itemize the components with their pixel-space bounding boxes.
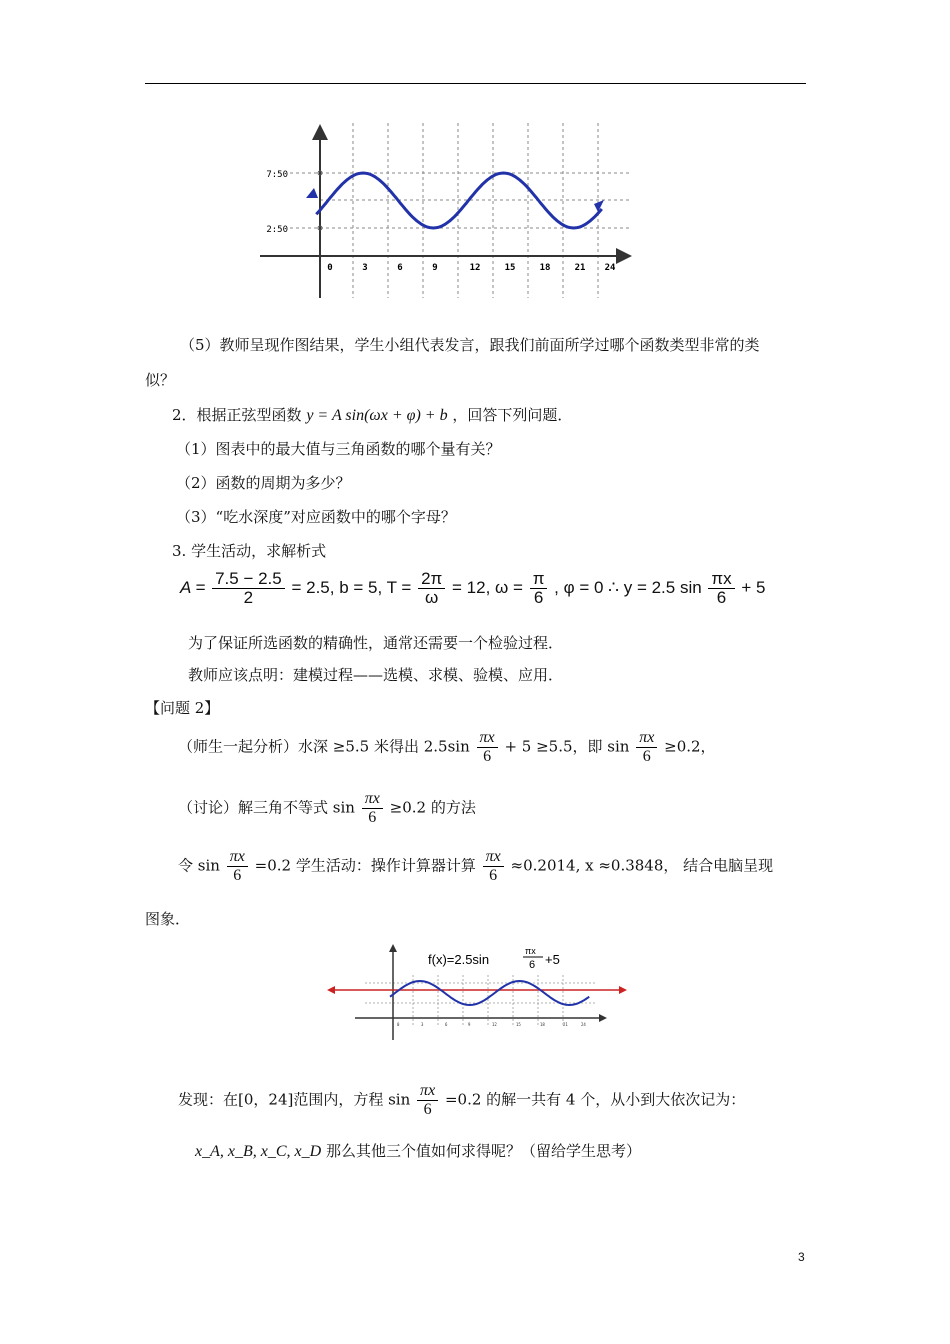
calc-mid: =0.2 学生活动：操作计算器计算 [254, 856, 476, 875]
frac-den: 6 [423, 1101, 432, 1118]
frac-num: πx [708, 570, 734, 589]
verify-text: 为了保证所选函数的精确性，通常还需要一个检验过程． [188, 634, 564, 652]
problem-2-heading: 【问题 2】 [145, 699, 220, 717]
x-tick: 0 [327, 263, 333, 273]
svg-text:6: 6 [445, 1022, 448, 1027]
x-tick: 9 [432, 263, 438, 273]
svg-text:18: 18 [540, 1022, 545, 1027]
frac-num: πx [362, 790, 383, 809]
sine-chart-function [325, 940, 635, 1045]
frac-den: 6 [483, 748, 492, 765]
frac-num: πx [483, 848, 504, 867]
frac-den: 6 [716, 588, 727, 607]
y-label-top: 7:50 [266, 170, 288, 180]
chart2-title-prefix: f(x)=2.5sin [428, 952, 490, 967]
analysis-mid: + 5 ≥5.5，即 sin [504, 737, 630, 756]
discussion-pre: （讨论）解三角不等式 sin [178, 798, 355, 817]
formula-mid1: = 2.5, b = 5, T = [291, 577, 412, 597]
frac-num: 7.5 − 2.5 [212, 570, 285, 589]
frac-den: 6 [489, 867, 498, 884]
frac-den: 2 [243, 588, 254, 607]
svg-text:12: 12 [492, 1022, 497, 1027]
frac-den: 6 [233, 867, 242, 884]
page-number: 3 [798, 1250, 805, 1264]
finding-end: =0.2 的解一共有 4 个，从小到大依次记为： [444, 1090, 746, 1109]
analysis-line [178, 729, 716, 766]
svg-text:24: 24 [581, 1022, 586, 1027]
item-2-prefix: 2．根据正弦型函数 [172, 406, 302, 424]
frac-num: 2π [418, 570, 445, 589]
sine-chart-depth [260, 118, 640, 303]
svg-text:9: 9 [468, 1022, 471, 1027]
x-tick: 3 [362, 263, 368, 273]
x-tick: 6 [397, 263, 403, 273]
formula-mid2: = 12, ω = [452, 577, 523, 597]
discussion-end: ≥0.2 的方法 [389, 798, 476, 817]
model-formula [180, 570, 766, 607]
question-2: （2）函数的周期为多少？ [176, 474, 351, 492]
finding-line [178, 1082, 745, 1119]
x-tick: 15 [504, 263, 516, 273]
variables-xa-xd: x_A, x_B, x_C, x_D [195, 1143, 322, 1160]
svg-text:15: 15 [516, 1022, 521, 1027]
x-tick: 18 [539, 263, 551, 273]
finding-pre: 发现：在[0，24]范围内，方程 sin [178, 1090, 411, 1109]
frac-num: πx [477, 729, 498, 748]
question-3: （3）“吃水深度”对应函数中的哪个字母？ [176, 508, 456, 526]
question-1: （1）图表中的最大值与三角函数的哪个量有关？ [176, 440, 501, 458]
frac-den: 6 [533, 588, 544, 607]
svg-text:3: 3 [421, 1022, 424, 1027]
frac-num: πx [417, 1082, 438, 1101]
chart2-title-den: 6 [529, 959, 536, 971]
x-tick: 12 [469, 263, 481, 273]
frac-den: 6 [642, 748, 651, 765]
last-line [195, 1140, 641, 1161]
formula-mid3: , φ = 0 ∴ y = 2.5 sin [554, 577, 702, 597]
svg-text:21: 21 [563, 1022, 568, 1027]
item-3: 3. 学生活动，求解析式 [172, 542, 327, 560]
frac-num: πx [636, 729, 657, 748]
chart2-title-suffix: +5 [545, 952, 560, 967]
paragraph-5-line1: （5）教师呈现作图结果，学生小组代表发言，跟我们前面所学过哪个函数类型非常的类 [180, 336, 760, 354]
frac-num: π [530, 570, 548, 589]
calc-pre: 令 sin [178, 856, 220, 875]
header-rule [145, 83, 806, 84]
discussion-line [178, 790, 476, 827]
item-2-suffix: ，回答下列问题． [452, 406, 573, 424]
calc-line [178, 848, 773, 885]
frac-den: 6 [368, 809, 377, 826]
item-2-formula: y = A sin(ωx + φ) + b [306, 407, 448, 424]
formula-end: + 5 [741, 577, 766, 597]
frac-den: ω [425, 588, 439, 607]
x-tick: 24 [604, 263, 616, 273]
item-2 [172, 404, 572, 425]
formula-A: A = [180, 577, 206, 597]
analysis-end: ≥0.2， [664, 737, 716, 756]
last-text: 那么其他三个值如何求得呢？（留给学生思考） [325, 1142, 641, 1160]
analysis-pre: （师生一起分析）水深 ≥5.5 米得出 2.5sin [178, 737, 470, 756]
calc-end: ≈0.2014, x ≈0.3848， 结合电脑呈现 [510, 856, 774, 875]
model-text: 教师应该点明：建模过程——选模、求模、验模、应用． [188, 666, 564, 684]
paragraph-5-line2: 似？ [145, 371, 176, 389]
x-tick: 21 [574, 263, 586, 273]
y-label-bottom: 2:50 [266, 225, 288, 235]
calc-line2: 图象． [145, 910, 191, 928]
chart2-title-num: πx [525, 946, 536, 956]
frac-num: πx [227, 848, 248, 867]
svg-text:0: 0 [397, 1022, 400, 1027]
